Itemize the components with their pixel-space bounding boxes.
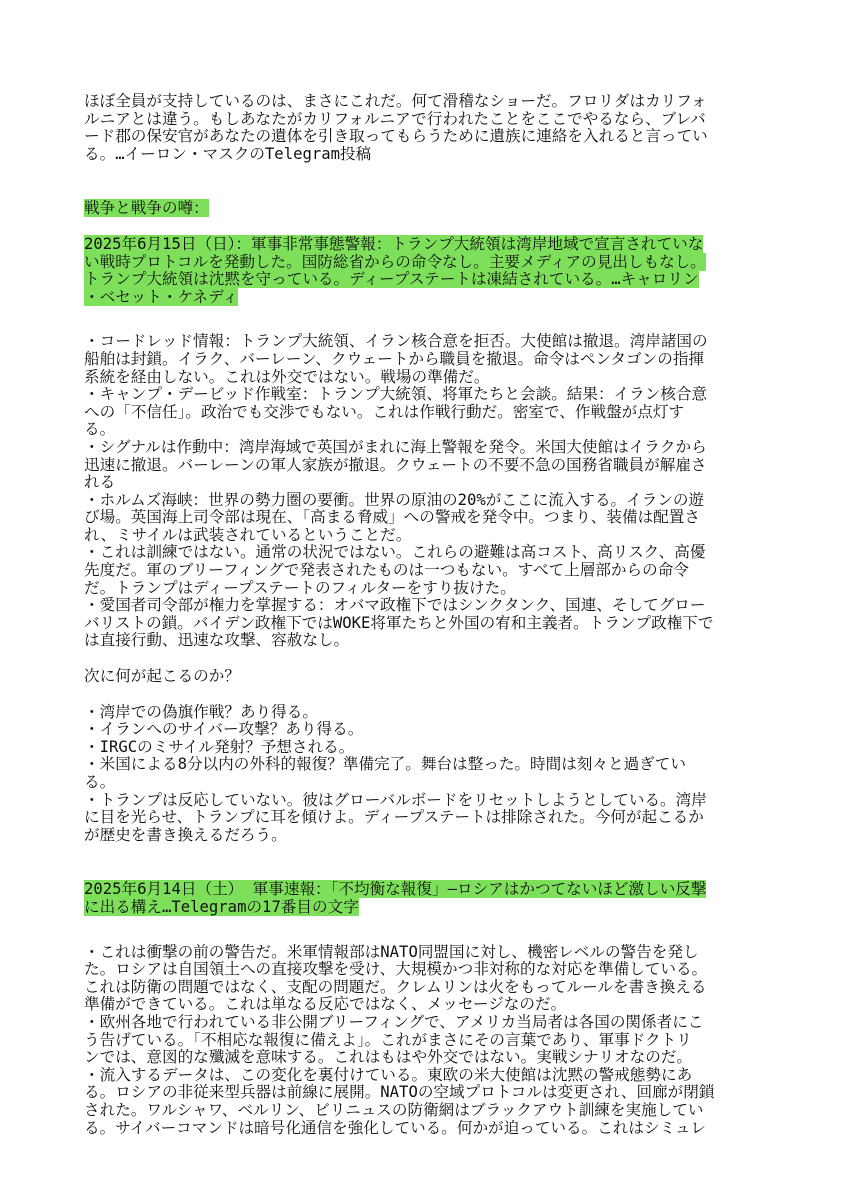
article1-bullet-line: 船舶は封鎖。イラク、バーレーン、クウェートから職員を撤退。命令はペンタゴンの指揮 [84, 349, 705, 368]
article1-bullet-line: ・シグナルは作動中：湾岸海域で英国がまれに海上警報を発令。米国大使館はイラクから [84, 437, 707, 456]
article2-body-line: ・欧州各地で行われている非公開ブリーフィングで、アメリカ当局者は各国の関係者にこ [84, 1012, 704, 1031]
article2-body-line: ・流入するデータは、この変化を裏付けている。東欧の米大使館は沈黙の警戒態勢にあ [84, 1065, 693, 1084]
intro-paragraph [84, 93, 768, 163]
article2-title-line: 2025年6月14日（土） 軍事速報：「不均衡な報復」—ロシアはかつてないほど激しい反撃 [84, 880, 707, 899]
article1-title-line: ・ベセット・ケネディ [84, 287, 239, 306]
next-list-line: ・IRGCのミサイル発射？予想される。 [84, 737, 355, 756]
article2-body-line: された。ワルシャワ、ベルリン、ビリニュスの防衛網はブラックアウト訓練を実施してい [84, 1100, 704, 1119]
article1-bullet-line: び場。英国海上司令部は現在、「高まる脅威」への警戒を発令中。つまり、装備は配置さ [84, 508, 700, 527]
intro-line: ほぼ全員が支持しているのは、まさにこれだ。何て滑稽なショーだ。フロリダはカリフォ [84, 92, 707, 110]
article1-bullet-line: だ。トランプはディープステートのフィルターをすり抜けた。 [84, 578, 516, 597]
article2-body-line: これは防衛の問題ではなく、支配の問題だ。クレムリンは火をもってルールを書き換える [84, 977, 707, 996]
article2-body-line: た。ロシアは自国領土への直接攻撃を受け、大規模かつ非対称的な対応を準備している。 [84, 960, 708, 979]
article1-bullet-line: ・愛国者司令部が権力を掌握する：オバマ政権下ではシンクタンク、国連、そしてグロー [84, 596, 706, 615]
next-list [84, 704, 768, 845]
document-page [84, 93, 768, 1137]
next-list-line: ・米国による8分以内の外科的報復？準備完了。舞台は整った。時間は刻々と過ぎてい [84, 755, 686, 774]
article2-body-line: 準備ができている。これは単なる反応ではなく、メッセージなのだ。 [84, 995, 567, 1014]
article1-bullet-line: ・キャンプ・デービッド作戦室：トランプ大統領、将軍たちと会談。結果：イラン核合意 [84, 385, 708, 404]
section-heading: 戦争と戦争の噂： [84, 199, 209, 218]
article2-body-line: ・これは衝撃の前の警告だ。米軍情報部はNATO同盟国に対し、機密レベルの警告を発し [84, 942, 699, 961]
article1-bullet-line: 迅速に撤退。バーレーンの軍人家族が撤退。クウェートの不要不急の国務省職員が解雇さ [84, 455, 707, 474]
article1-title-line: 2025年6月15日（日）：軍事非常事態警報：トランプ大統領は湾岸地域で宣言されていな [84, 234, 704, 253]
intro-line: ルニアとは違う。もしあなたがカリフォルニアで行われたことをここでやるなら、ブレバ [84, 109, 706, 128]
article2-body-line: る。ロシアの非従来型兵器は前線に展開。NATOの空域プロトコルは変更され、回廊が閉鎖 [84, 1083, 715, 1102]
article1-bullet-line: ・ホルムズ海峡：世界の勢力圏の要衝。世界の原油の20%がここに流入する。イランの遊 [84, 490, 705, 509]
section-heading-block [84, 200, 768, 218]
article1-title-line: トランプ大統領は沈黙を守っている。ディープステートは凍結されている。…キャロリン [84, 270, 699, 289]
article2-title-line: に出る構え…Telegramの17番目の文字 [84, 897, 359, 916]
article1-bullet-line: れる [84, 473, 116, 492]
intro-line: ード郡の保安官があなたの遺体を引き取ってもらうために遺族に連絡を入れると言ってい [84, 127, 708, 146]
next-list-line: ・トランプは反応していない。彼はグローバルボードをリセットしようとしている。湾岸 [84, 790, 707, 809]
question-paragraph [84, 668, 768, 686]
article1-bullet-line: バリストの鎖。バイデン政権下ではWOKE将軍たちと外国の宥和主義者。トランプ政権下で [84, 613, 714, 632]
article1-title [84, 236, 768, 306]
article1-bullets [84, 333, 768, 650]
article1-bullet-line: 系統を経由しない。これは外交ではない。戦場の準備だ。 [84, 367, 490, 386]
article2-body-line: う告げている。「不相応な報復に備えよ」。これがまさにその言葉であり、軍事ドクトリ [84, 1030, 692, 1049]
next-list-line: ・湾岸での偽旗作戦？あり得る。 [84, 702, 318, 721]
next-list-line: ・イランへのサイバー攻撃？あり得る。 [84, 720, 364, 739]
article1-bullet-line: ・これは訓練ではない。通常の状況ではない。これらの避難は高コスト、高リスク、高優 [84, 543, 706, 562]
article1-bullet-line: る。 [84, 420, 116, 439]
article2-body-line: ンでは、意図的な殲滅を意味する。これはもはや外交ではない。実戦シナリオなのだ。 [84, 1048, 693, 1067]
article1-bullet-line: 先度だ。軍のブリーフィングで発表されたものは一つもない。すべて上層部からの命令 [84, 561, 689, 580]
article2-title [84, 881, 768, 916]
article2-body-line: る。サイバーコマンドは暗号化通信を強化している。何かが迫っている。これはシミュレ [84, 1118, 707, 1137]
next-list-line: が歴史を書き換えるだろう。 [84, 825, 287, 844]
next-list-line: る。 [84, 773, 116, 791]
question-text: 次に何が起こるのか？ [84, 667, 240, 686]
next-list-line: に目を光らせ、トランプに耳を傾けよ。ディープステートは排除された。今何が起こるか [84, 808, 704, 827]
intro-line: る。…イーロン・マスクのTelegram投稿 [84, 144, 372, 163]
article1-bullet-line: への「不信任」。政治でも交渉でもない。これは作戦行動だ。密室で、作戦盤が点灯す [84, 402, 685, 421]
article1-bullet-line: れ、ミサイルは武装されているということだ。 [84, 525, 412, 544]
article1-title-line: い戦時プロトコルを発動した。国防総省からの命令なし。主要メディアの見出しもなし。 [84, 252, 706, 271]
article1-bullet-line: ・コードレッド情報：トランプ大統領、イラン核合意を拒否。大使館は撤退。湾岸諸国の [84, 332, 708, 351]
article2-body [84, 944, 768, 1138]
article1-bullet-line: は直接行動、迅速な攻撃、容赦なし。 [84, 631, 350, 650]
